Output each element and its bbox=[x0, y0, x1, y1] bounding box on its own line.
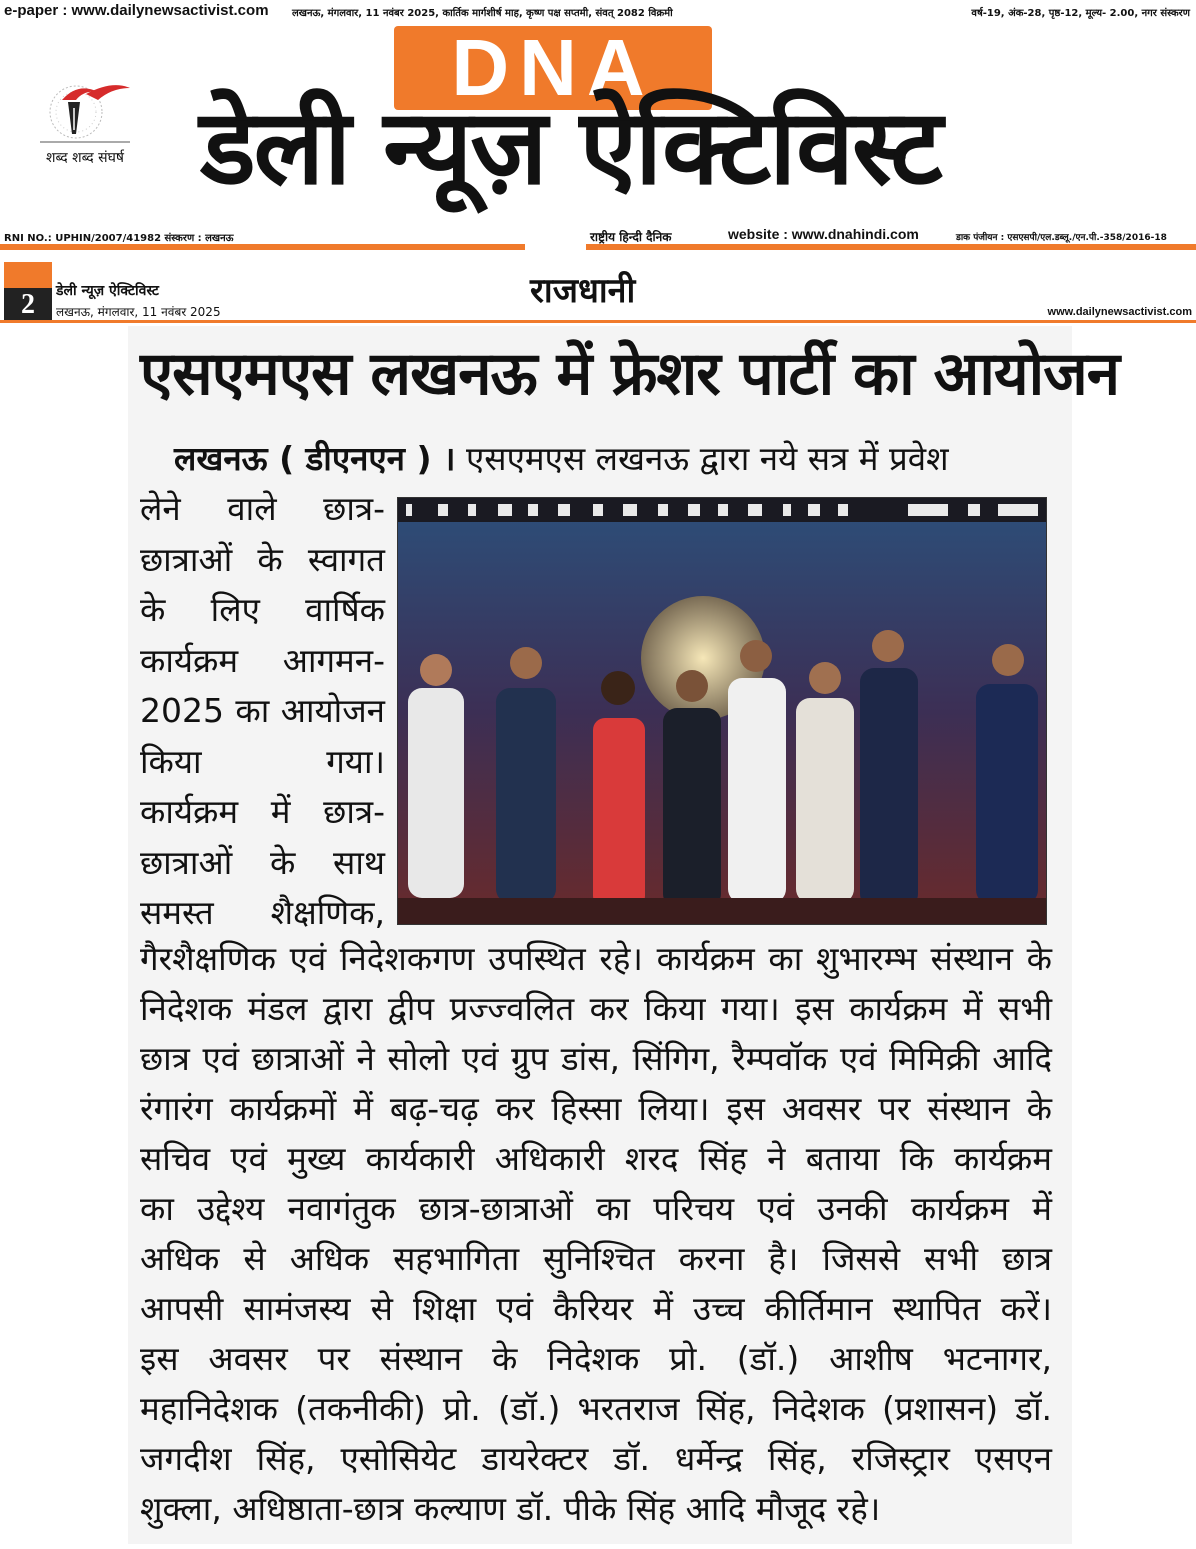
article-headline: एसएमएस लखनऊ में फ्रेशर पार्टी का आयोजन bbox=[140, 339, 1120, 409]
body-line: इस अवसर पर संस्थान के निदेशक प्रो. (डॉ.) आशीष भटनागर, bbox=[140, 1339, 1052, 1378]
body-line: रंगारंग कार्यक्रमों में बढ़-चढ़ कर हिस्सा लिया। इस अवसर पर संस्थान के bbox=[140, 1089, 1052, 1128]
article-first-line-text: एसएमएस लखनऊ द्वारा नये सत्र में प्रवेश bbox=[455, 439, 949, 478]
dna-logo-text: DNA bbox=[451, 23, 655, 112]
body-line: शुक्ला, अधिष्ठाता-छात्र कल्याण डॉ. पीके सिंह आदि मौजूद रहे। bbox=[140, 1489, 881, 1528]
page-number: 2 bbox=[4, 288, 52, 322]
body-line: गैरशैक्षणिक एवं निदेशकगण उपस्थित रहे। कार्यक्रम का शुभारम्भ संस्थान के bbox=[140, 939, 1052, 978]
article-narrow-column bbox=[140, 484, 385, 939]
narrow-line: कार्यक्रम आगमन- bbox=[140, 640, 385, 680]
body-line: अधिक से अधिक सहभागिता सुनिश्चित करना है। जिससे सभी छात्र bbox=[140, 1239, 1052, 1278]
body-line: जगदीश सिंह, एसोसियेट डायरेक्टर डॉ. धर्मेन्द्र सिंह, रजिस्ट्रार एसएन bbox=[140, 1439, 1052, 1478]
masthead-rule-left bbox=[0, 244, 525, 250]
header-rule bbox=[0, 320, 1196, 323]
event-photo-image bbox=[398, 498, 1047, 925]
article-first-line bbox=[140, 434, 1052, 484]
body-line: का उद्देश्य नवागंतुक छात्र-छात्राओं का परिचय एवं उनकी कार्यक्रम में bbox=[140, 1189, 1052, 1228]
logo-slogan: शब्द शब्द संघर्ष bbox=[46, 150, 124, 166]
narrow-line: कार्यक्रम में छात्र- bbox=[140, 792, 385, 831]
section-title: राजधानी bbox=[530, 271, 636, 311]
tagline: राष्ट्रीय हिन्दी दैनिक bbox=[590, 230, 672, 244]
narrow-line: के लिए वार्षिक bbox=[140, 590, 385, 629]
narrow-line: किया गया। bbox=[140, 741, 385, 781]
header-paper-name: डेली न्यूज़ ऐक्टिविस्ट bbox=[56, 283, 159, 299]
edition-dateline: लखनऊ, मंगलवार, 11 नवंबर 2025, कार्तिक मार्गशीर्ष माह, कृष्ण पक्ष सप्तमी, संवत् 2082 विक्रमी bbox=[292, 8, 673, 19]
narrow-line: समस्त शैक्षणिक, bbox=[140, 893, 385, 932]
rni-number: RNI NO.: UPHIN/2007/41982 संस्करण : लखनऊ bbox=[4, 233, 234, 244]
epaper-link[interactable]: e-paper : www.dailynewsactivist.com bbox=[4, 2, 269, 19]
body-line: महानिदेशक (तकनीकी) प्रो. (डॉ.) भरतराज सिंह, निदेशक (प्रशासन) डॉ. bbox=[140, 1389, 1052, 1428]
narrow-line: छात्राओं के साथ bbox=[140, 842, 385, 882]
page-number-accent bbox=[4, 262, 52, 288]
page-number-badge bbox=[4, 262, 52, 322]
narrow-line: छात्राओं के स्वागत bbox=[140, 539, 385, 579]
paper-logo bbox=[26, 78, 144, 170]
body-line: आपसी सामंजस्य से शिक्षा एवं कैरियर में उच्च कीर्तिमान स्थापित करें। bbox=[140, 1289, 1052, 1328]
article-dateline: लखनऊ ( डीएनएन ) । bbox=[174, 439, 456, 478]
issue-info: वर्ष-19, अंक-28, पृष्ठ-12, मूल्य- 2.00, नगर संस्करण bbox=[971, 8, 1190, 19]
body-line: सचिव एवं मुख्य कार्यकारी अधिकारी शरद सिंह ने बताया कि कार्यक्रम bbox=[140, 1139, 1052, 1178]
narrow-line: 2025 का आयोजन bbox=[140, 691, 385, 730]
event-photo bbox=[397, 497, 1047, 925]
header-site-link[interactable]: www.dailynewsactivist.com bbox=[1047, 306, 1192, 318]
masthead-rule-right bbox=[586, 244, 1196, 250]
header-date: लखनऊ, मंगलवार, 11 नवंबर 2025 bbox=[56, 305, 221, 319]
article-body bbox=[140, 934, 1052, 1534]
pen-nib-icon bbox=[26, 78, 144, 150]
top-strip bbox=[0, 0, 1196, 24]
body-line: निदेशक मंडल द्वारा द्वीप प्रज्ज्वलित कर किया गया। इस कार्यक्रम में सभी bbox=[140, 989, 1052, 1028]
postal-registration: डाक पंजीयन : एसएसपी/एल.डब्लू./एन.पी.-358/2016-18 bbox=[956, 233, 1167, 243]
masthead-title: डेली न्यूज़ ऐक्टिविस्ट bbox=[200, 86, 941, 208]
narrow-line: लेने वाले छात्र- bbox=[140, 489, 385, 528]
website-link[interactable]: website : www.dnahindi.com bbox=[728, 226, 919, 242]
body-line: छात्र एवं छात्राओं ने सोलो एवं ग्रुप डांस, सिंगिग, रैम्पवॉक एवं मिमिक्री आदि bbox=[140, 1039, 1052, 1078]
